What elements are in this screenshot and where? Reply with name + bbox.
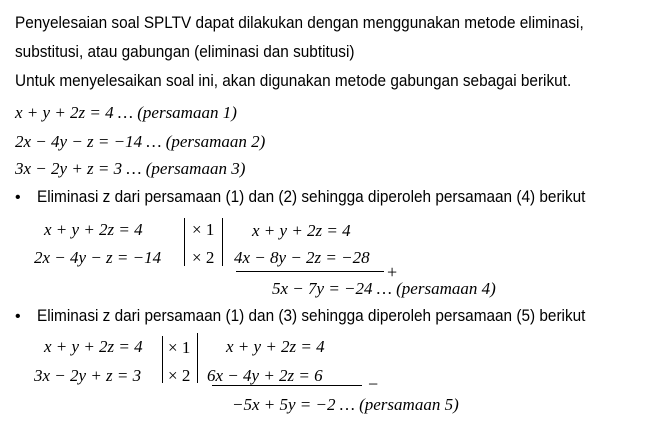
- step-1-result-label: … (persamaan 4): [376, 279, 496, 298]
- step-1-divider-left: [184, 218, 185, 266]
- equation-3-expr: 3x − 2y + z = 3: [15, 159, 123, 178]
- step-1-result: [272, 280, 496, 297]
- equation-1-expr: x + y + 2z = 4: [15, 103, 114, 122]
- step-1-multiplier-1: × 1: [192, 220, 215, 239]
- intro-line-3: Untuk menyelesaikan soal ini, akan digunakan metode gabungan sebagai berikut.: [15, 72, 572, 90]
- equation-1: [15, 104, 237, 121]
- step-1-result-expr: 5x − 7y = −24: [272, 279, 373, 298]
- step-1-right-eq-1: x + y + 2z = 4: [252, 221, 351, 240]
- step-1-description: Eliminasi z dari persamaan (1) dan (2) sehingga diperoleh persamaan (4) berikut: [37, 188, 586, 206]
- equation-1-label: … (persamaan 1): [117, 103, 237, 122]
- plus-operator: +: [387, 262, 398, 282]
- step-1-multiplier-2: × 2: [192, 248, 215, 267]
- step-1-left-eq-2: 2x − 4y − z = −14: [34, 248, 162, 267]
- step-1-divider-right: [222, 218, 223, 266]
- step-2-right-eq-1: x + y + 2z = 4: [226, 337, 325, 356]
- equation-2: [15, 133, 265, 150]
- equation-2-expr: 2x − 4y − z = −14: [15, 132, 143, 151]
- equation-3-label: … (persamaan 3): [126, 159, 246, 178]
- intro-line-2: substitusi, atau gabungan (eliminasi dan subtitusi): [15, 43, 355, 61]
- step-2-result: [232, 396, 459, 413]
- step-1-right-eq-2: 4x − 8y − 2z = −28: [234, 248, 370, 267]
- step-1-left-eq-1: x + y + 2z = 4: [44, 220, 143, 239]
- step-2-difference-line: [212, 385, 362, 386]
- bullet-icon: •: [15, 308, 21, 325]
- equation-3: [15, 160, 245, 177]
- step-1-sum-line: [236, 271, 384, 272]
- step-2-left-eq-2: 3x − 2y + z = 3: [34, 366, 142, 385]
- step-2-multiplier-1: × 1: [168, 338, 191, 357]
- step-2-result-expr: −5x + 5y = −2: [232, 395, 336, 414]
- step-2-result-label: … (persamaan 5): [339, 395, 459, 414]
- step-2-divider-right: [197, 333, 198, 383]
- step-2-divider-left: [162, 336, 163, 383]
- step-2-left-eq-1: x + y + 2z = 4: [44, 337, 143, 356]
- step-2-right-eq-2: 6x − 4y + 2z = 6: [207, 366, 323, 385]
- bullet-icon: •: [15, 189, 21, 206]
- step-2-description: Eliminasi z dari persamaan (1) dan (3) sehingga diperoleh persamaan (5) berikut: [37, 307, 586, 325]
- equation-2-label: … (persamaan 2): [146, 132, 266, 151]
- intro-line-1: Penyelesaian soal SPLTV dapat dilakukan dengan menggunakan metode eliminasi,: [15, 14, 584, 32]
- step-2-multiplier-2: × 2: [168, 366, 191, 385]
- minus-operator: −: [368, 374, 379, 394]
